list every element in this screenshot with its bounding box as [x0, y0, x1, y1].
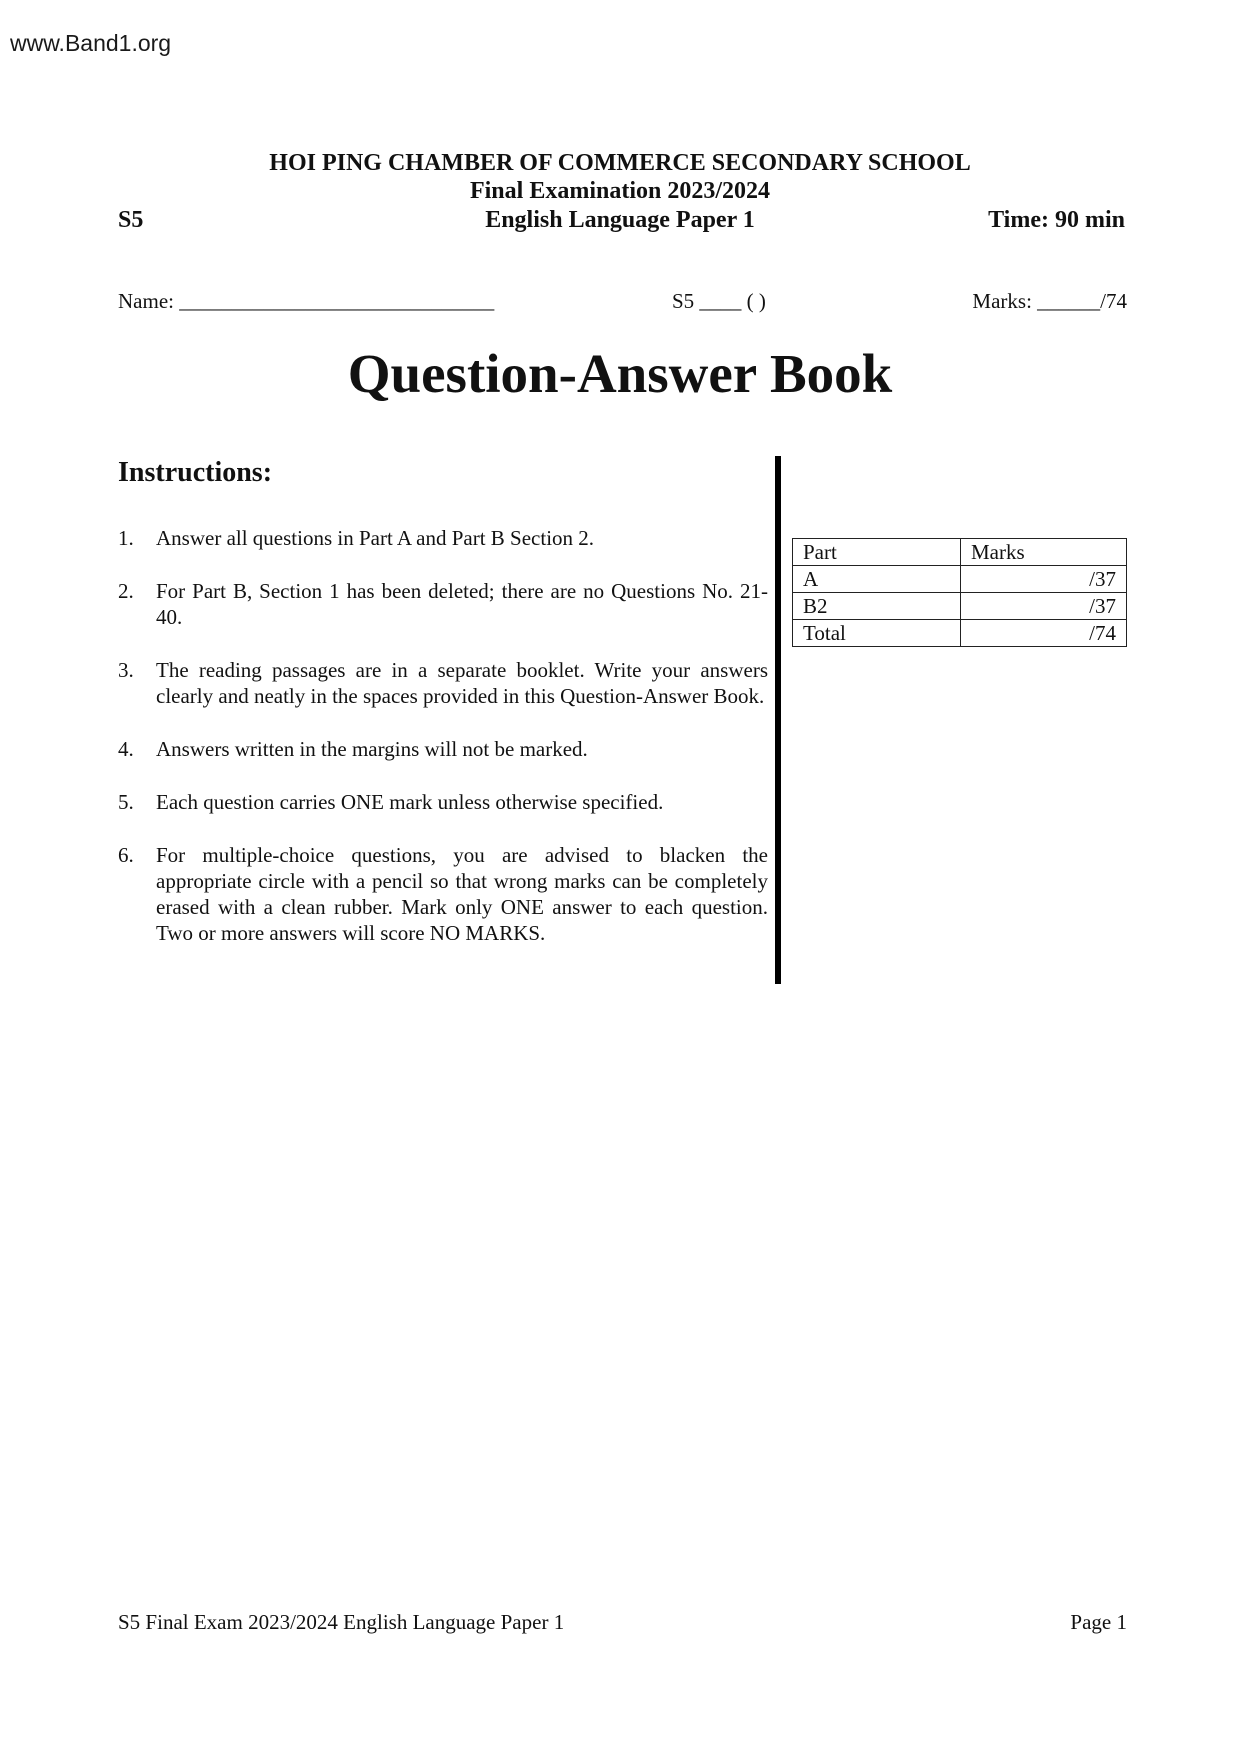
instruction-item [118, 657, 768, 709]
instruction-item [118, 736, 768, 762]
table-row [793, 566, 1127, 593]
footer-exam-label: S5 Final Exam 2023/2024 English Language Paper 1 [118, 1610, 565, 1634]
instructions-heading: Instructions: [118, 457, 273, 488]
instruction-number: 5. [118, 790, 134, 814]
table-row [793, 593, 1127, 620]
instruction-number: 4. [118, 737, 134, 761]
marks-table-header-part: Part [793, 539, 961, 566]
marks-table-header-row [793, 539, 1127, 566]
instruction-number: 2. [118, 579, 134, 603]
watermark-url: www.Band1.org [10, 30, 172, 56]
vertical-divider [775, 456, 781, 984]
instruction-text: Answer all questions in Part A and Part B Section 2. [156, 526, 595, 550]
student-name-field: Name: ______________________________ [118, 289, 495, 313]
paper-title: English Language Paper 1 [485, 207, 755, 233]
instruction-text: Each question carries ONE mark unless otherwise specified. [156, 790, 664, 814]
instruction-text: Answers written in the margins will not be marked. [156, 737, 588, 761]
marks-table-marks-cell: /37 [961, 566, 1127, 593]
page-title: Question-Answer Book [347, 343, 893, 404]
instruction-number: 6. [118, 843, 134, 867]
instructions-list [118, 525, 768, 973]
marks-table-part-cell: Total [793, 620, 961, 647]
student-marks-field: Marks: ______/74 [972, 289, 1127, 313]
marks-table-part-cell: A [793, 566, 961, 593]
marks-table-part-cell: B2 [793, 593, 961, 620]
school-name: HOI PING CHAMBER OF COMMERCE SECONDARY SCHOOL [269, 150, 971, 176]
instruction-number: 1. [118, 526, 134, 550]
exam-title: Final Examination 2023/2024 [469, 178, 771, 204]
instruction-text: The reading passages are in a separate booklet. Write your answers clearly and neatly in the spaces provided in this Question-Answer Book. [156, 658, 768, 708]
marks-table-marks-cell: /74 [961, 620, 1127, 647]
instruction-item [118, 842, 768, 946]
instruction-text: For Part B, Section 1 has been deleted; there are no Questions No. 21-40. [156, 579, 768, 629]
marks-table-header-marks: Marks [961, 539, 1127, 566]
footer-page-number: Page 1 [1070, 1610, 1127, 1634]
marks-table-marks-cell: /37 [961, 593, 1127, 620]
instruction-text: For multiple-choice questions, you are advised to blacken the appropriate circle with a pencil so that wrong marks can be completely erased with a clean rubber. Mark only ONE answer to each question. Two or more answers will score NO MARKS. [156, 843, 768, 945]
instruction-number: 3. [118, 658, 134, 682]
table-row [793, 620, 1127, 647]
instruction-item [118, 578, 768, 630]
exam-time: Time: 90 min [988, 207, 1125, 233]
student-class-field: S5 ____ ( ) [672, 289, 766, 313]
marks-table [792, 538, 1127, 647]
instruction-item [118, 789, 768, 815]
class-code: S5 [118, 207, 144, 233]
instruction-item [118, 525, 768, 551]
